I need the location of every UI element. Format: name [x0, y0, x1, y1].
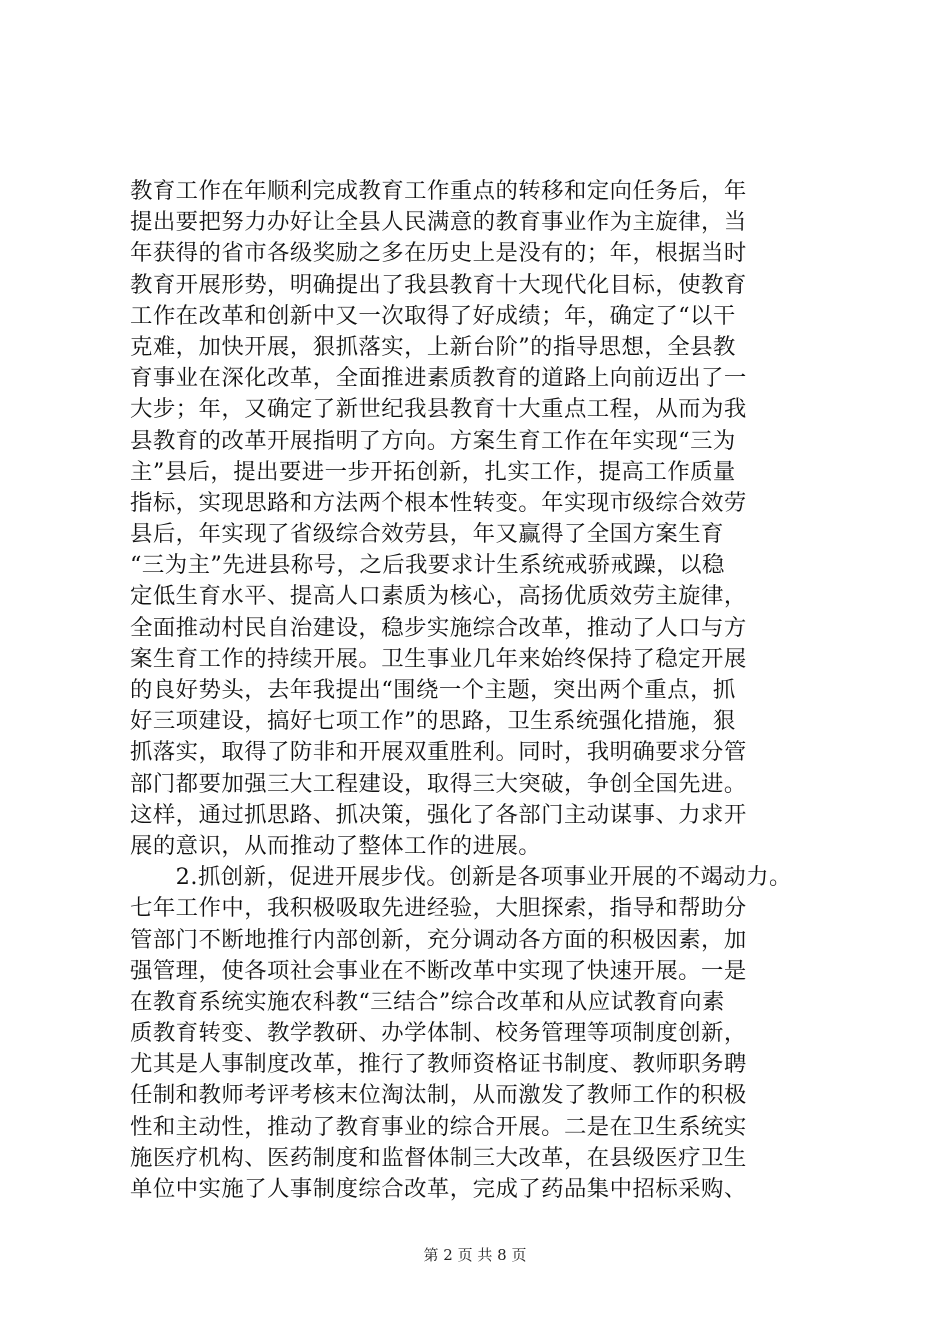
text-line: 教育工作在年顺利完成教育工作重点的转移和定向任务后，年	[130, 178, 747, 204]
text-line: 案生育工作的持续开展。卫生事业几年来始终保持了稳定开展	[130, 645, 747, 672]
text-line: 主”县后，提出要进一步开拓创新，扎实工作，提高工作质量	[130, 458, 736, 485]
page-footer: 第 2 页 共 8 页	[423, 1246, 527, 1264]
text-line: 强管理，使各项社会事业在不断改革中实现了快速开展。一是	[130, 957, 747, 984]
text-line: 尤其是人事制度改革，推行了教师资格证书制度、教师职务聘	[130, 1051, 747, 1078]
text-line: 的良好势头，去年我提出“围绕一个主题，突出两个重点，抓	[130, 677, 736, 703]
text-line: 定低生育水平、提高人口素质为核心，高扬优质效劳主旋律，	[130, 583, 747, 610]
text-line: 克难，加快开展，狠抓落实，上新台阶”的指导思想，全县教	[130, 333, 736, 360]
text-line: 指标，实现思路和方法两个根本性转变。年实现市级综合效劳	[130, 489, 747, 516]
text-line: 提出要把努力办好让全县人民满意的教育事业作为主旋律，当	[130, 209, 747, 236]
text-line: 管部门不断地推行内部创新，充分调动各方面的积极因素，加	[130, 926, 747, 953]
text-line: 这样，通过抓思路、抓决策，强化了各部门主动谋事、力求开	[130, 801, 747, 828]
text-line: 质教育转变、教学教研、办学体制、校务管理等项制度创新，	[130, 1020, 747, 1047]
text-line: 县教育的改革开展指明了方向。方案生育工作在年实现“三为	[130, 427, 736, 454]
text-line: 年获得的省市各级奖励之多在历史上是没有的；年，根据当时	[130, 240, 747, 267]
text-line: 工作在改革和创新中又一次取得了好成绩；年，确定了“以干	[130, 302, 736, 329]
text-line: 抓落实，取得了防非和开展双重胜利。同时，我明确要求分管	[130, 739, 747, 766]
text-line: “三为主”先进县称号，之后我要求计生系统戒骄戒躁，以稳	[130, 552, 725, 579]
text-line: 展的意识，从而推动了整体工作的进展。	[130, 832, 542, 859]
text-line: 大步；年，又确定了新世纪我县教育十大重点工程，从而为我	[130, 396, 747, 423]
text-line: 教育开展形势，明确提出了我县教育十大现代化目标，使教育	[130, 271, 747, 298]
text-line: 2.抓创新，促进开展步伐。创新是各项事业开展的不竭动力。	[130, 864, 792, 891]
text-line: 县后，年实现了省级综合效劳县，年又赢得了全国方案生育	[130, 521, 724, 548]
text-line: 单位中实施了人事制度综合改革，完成了药品集中招标采购、	[130, 1176, 747, 1202]
text-line: 七年工作中，我积极吸取先进经验，大胆探索，指导和帮助分	[130, 895, 747, 922]
text-line: 育事业在深化改革，全面推进素质教育的道路上向前迈出了一	[130, 365, 747, 392]
text-line: 性和主动性，推动了教育事业的综合开展。二是在卫生系统实	[130, 1113, 747, 1140]
text-line: 在教育系统实施农科教“三结合”综合改革和从应试教育向素	[130, 988, 725, 1015]
text-line: 全面推动村民自治建设，稳步实施综合改革，推动了人口与方	[130, 614, 747, 641]
text-line: 好三项建设，搞好七项工作”的思路，卫生系统强化措施，狠	[130, 708, 736, 735]
text-line: 施医疗机构、医药制度和监督体制三大改革，在县级医疗卫生	[130, 1144, 747, 1171]
text-line: 任制和教师考评考核末位淘汰制，从而激发了教师工作的积极	[130, 1082, 747, 1109]
text-line: 部门都要加强三大工程建设，取得三大突破，争创全国先进。	[130, 770, 747, 797]
body-text	[130, 176, 830, 1205]
